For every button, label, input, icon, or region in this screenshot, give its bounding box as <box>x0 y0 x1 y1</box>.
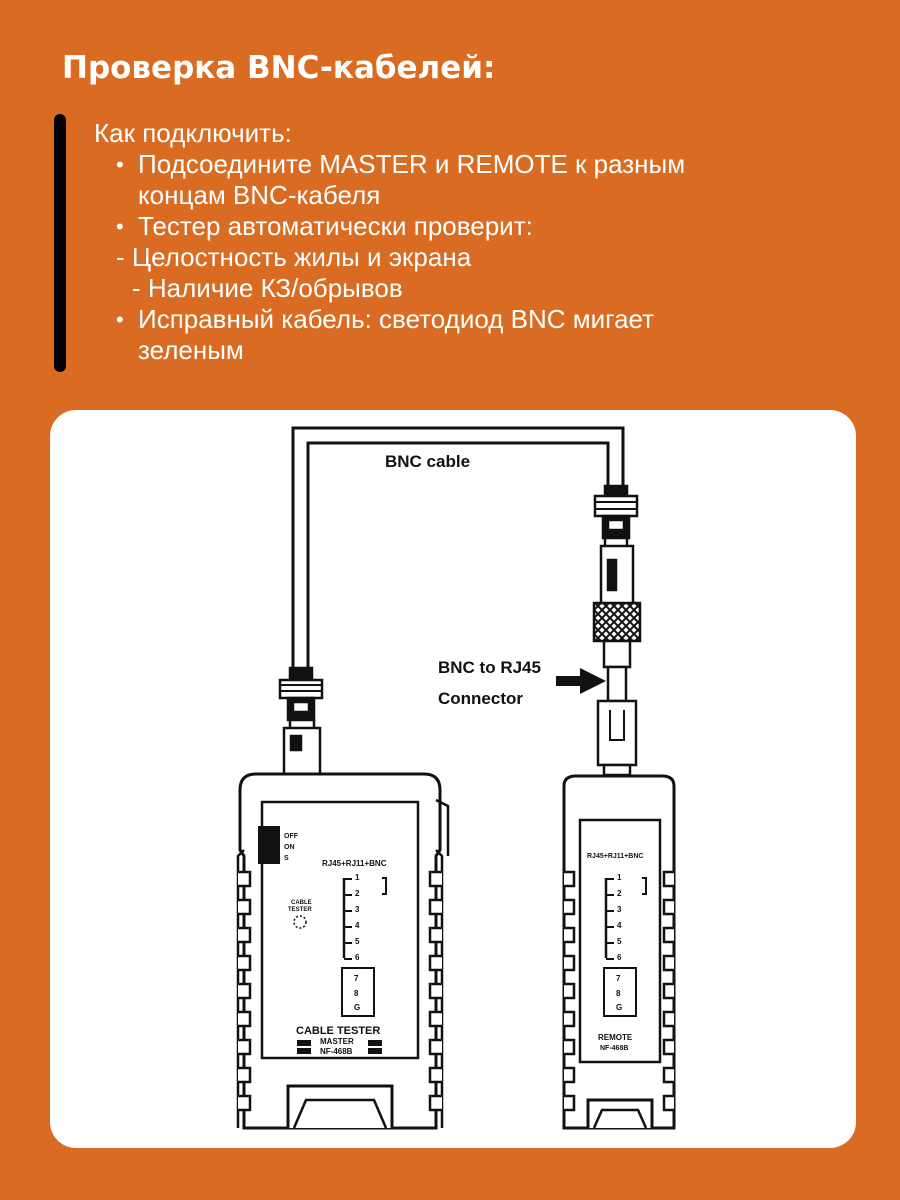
bullet-dot: • <box>116 214 124 239</box>
extra-label-8: 8 <box>354 989 359 998</box>
switch-off-label: OFF <box>284 833 298 840</box>
extra-label-g: G <box>354 1003 361 1012</box>
led-label-4: 4 <box>355 921 360 930</box>
master-role: MASTER <box>320 1037 354 1046</box>
bullet-item-result <box>94 304 685 335</box>
led-label-5: 5 <box>355 937 360 946</box>
instructions-block <box>94 118 685 366</box>
bullet-item-connect <box>94 149 685 180</box>
instructions-intro: Как подключить: <box>94 118 292 148</box>
page-title: Проверка BNC-кабелей: <box>62 50 496 86</box>
led-label-2: 2 <box>355 889 360 898</box>
master-ports-label: RJ45+RJ11+BNC <box>322 859 387 868</box>
master-unit <box>238 774 448 1128</box>
bullet-dot: • <box>116 307 124 332</box>
switch-on-label: ON <box>284 844 295 851</box>
led-label-4: 4 <box>617 921 622 930</box>
bullet-text: концам BNC-кабеля <box>138 180 381 210</box>
master-bnc-connector <box>280 668 322 776</box>
led-label-6: 6 <box>355 953 360 962</box>
remote-unit <box>564 776 674 1128</box>
adapter-label-line-2: Connector <box>438 689 523 708</box>
led-label-6: 6 <box>617 953 622 962</box>
bullet-dot: • <box>116 152 124 177</box>
remote-model: NF-468B <box>600 1045 629 1052</box>
bullet-text: Исправный кабель: светодиод BNC мигает <box>138 304 655 334</box>
master-model: NF-468B <box>320 1047 353 1056</box>
bnc-to-rj45-adapter <box>594 546 640 775</box>
extra-label-7: 7 <box>616 974 621 983</box>
bullet-text: Тестер автоматически проверит: <box>138 211 533 241</box>
master-name: CABLE TESTER <box>296 1025 381 1037</box>
bullet-text: зеленым <box>138 335 244 365</box>
extra-label-7: 7 <box>354 974 359 983</box>
power-switch[interactable] <box>258 826 280 864</box>
led-caption-line-2: TESTER <box>288 907 312 913</box>
led-label-3: 3 <box>617 905 622 914</box>
bullet-item-result-cont <box>94 335 685 366</box>
adapter-label-line-1: BNC to RJ45 <box>438 658 541 677</box>
master-right-grips <box>430 872 442 1110</box>
dash-text: - Целостность жилы и экрана <box>116 242 472 272</box>
bullet-item-auto-check <box>94 211 685 242</box>
led-label-5: 5 <box>617 937 622 946</box>
led-label-1: 1 <box>617 873 622 882</box>
extra-label-g: G <box>616 1003 623 1012</box>
remote-right-grips <box>664 872 674 1110</box>
remote-bnc-connector <box>595 486 637 548</box>
bnc-cable-label: BNC cable <box>385 452 471 471</box>
led-label-2: 2 <box>617 889 622 898</box>
led-label-1: 1 <box>355 873 360 882</box>
extra-label-8: 8 <box>616 989 621 998</box>
remote-left-grips <box>564 872 574 1110</box>
dash-text: - Наличие КЗ/обрывов <box>132 273 403 303</box>
master-left-grips <box>238 872 250 1110</box>
dash-item-shorts <box>94 273 685 304</box>
remote-ports-label: RJ45+RJ11+BNC <box>587 853 644 860</box>
adapter-arrow-icon <box>556 668 606 694</box>
bullet-item-connect-cont <box>94 180 685 211</box>
led-label-3: 3 <box>355 905 360 914</box>
switch-s-label: S <box>284 855 289 862</box>
diagram-card <box>50 410 856 1148</box>
remote-role: REMOTE <box>598 1033 633 1042</box>
cable-tester-diagram <box>50 410 856 1148</box>
led-caption-line-1: CABLE <box>291 900 312 906</box>
accent-bar <box>54 114 66 372</box>
dash-item-integrity <box>94 242 685 273</box>
bullet-text: Подсоедините MASTER и REMOTE к разным <box>138 149 686 179</box>
